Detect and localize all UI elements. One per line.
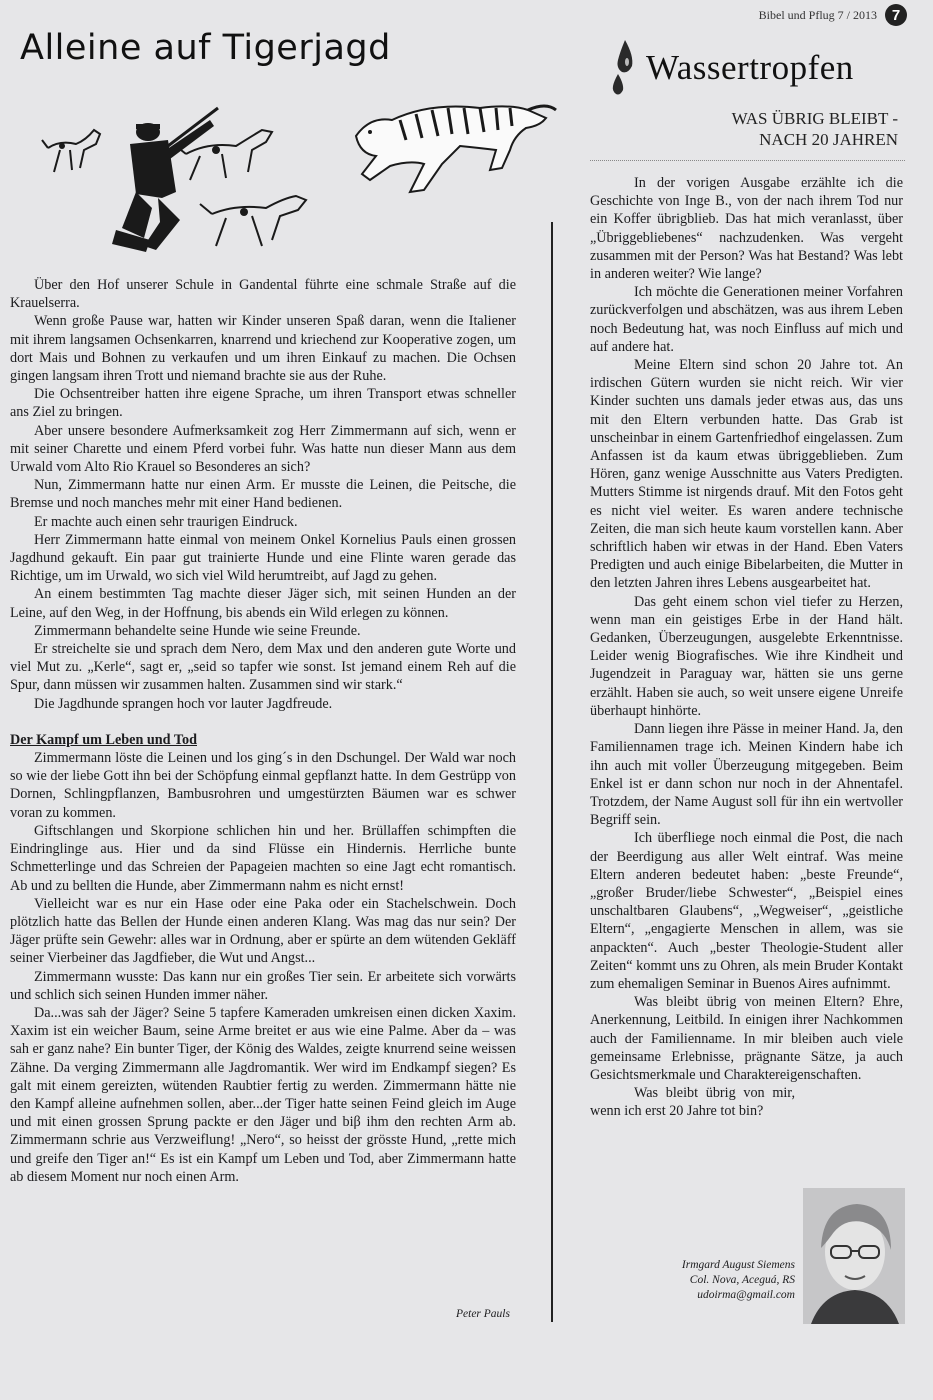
dotted-separator xyxy=(590,160,905,161)
paragraph: An einem bestimmten Tag machte dieser Jäger sich, mit seinen Hunden an der Leine, auf den Weg, in der Hoffnung, bis abends ein Wild erlegen zu können. xyxy=(10,586,516,621)
paragraph: Die Jagdhunde sprangen hoch vor lauter Jagdfreude. xyxy=(34,695,333,712)
paragraph: Zimmermann behandelte seine Hunde wie seine Freunde. xyxy=(34,622,361,639)
tigerjagd-body xyxy=(10,276,516,1186)
paragraph: Er machte auch einen sehr traurigen Eindruck. xyxy=(34,513,298,530)
paragraph: Herr Zimmermann hatte einmal von meinem Onkel Kornelius Pauls einen grossen Jagdhund gekauft. Ein paar gut trainierte Hunde und eine Flinte waren gerade das Richtige, um im Urwald, wo sich viel Wild herumtreibt, auf Jagd zu gehen. xyxy=(10,531,516,585)
paragraph: Wenn große Pause war, hatten wir Kinder unseren Spaß daran, wenn die Italiener mit ihrem langsamen Ochsenkarren, knarrend und kriechend zur Kooperative zogen, um dort Mais und Bohnen zu verkaufen und um ihren Einkauf zu machen. Die Ochsen gingen langsam ihren Trott und niemand brachte sie aus der Ruhe. xyxy=(10,313,516,385)
wassertropfen-paragraphs xyxy=(590,174,903,1084)
subtitle-line-1: WAS ÜBRIG BLEIBT - xyxy=(731,109,898,128)
paragraph: Nun, Zimmermann hatte nur einen Arm. Er musste die Leinen, die Peitsche, die Bremse und noch manches mehr mit einer Hand bedienen. xyxy=(10,477,516,512)
paragraph: Die Ochsentreiber hatten ihre eigene Sprache, um ihren Transport etwas schneller ans Ziel zu bringen. xyxy=(10,386,516,421)
page-header xyxy=(759,4,907,26)
paragraph: Das geht einem schon viel tiefer zu Herzen, wenn man ein geistiges Erbe in der Hand hält. Gedanken, Überzeugungen, ausgelebte Erkenntnisse. Leider wenig Biografisches. Wie ihre Kindheit und Jugendzeit in Paraguay war, hätten sie uns gerne erzählt. Haben sie auch, so weit unsere eigene Unreife überhaupt hinhörte. xyxy=(590,593,903,719)
paragraph: Vielleicht war es nur ein Hase oder eine Paka oder ein Stachelschwein. Doch plötzlich hatte das Bellen der Hunde einen anderen Klang. Was mag das nur sein? Der Jäger prüfte sein Gewehr: alles war in Ordnung, aber er spürte an dem wütenden Gekläff seiner Vierbeiner das Jagdfieber, die Wut und Angst... xyxy=(10,895,516,967)
article-title-tigerjagd: Alleine auf Tigerjagd xyxy=(20,28,391,68)
tigerjagd-part1 xyxy=(10,276,516,713)
paragraph: Giftschlangen und Skorpione schlichen hin und her. Brüllaffen schimpften die Eindringlinge aus. Hier und da sind Flüsse ein Hindernis. Herrliche bunte Schmetterlinge und das Schreien der Papageien machten so eine Jagt echt romantisch. Ab und zu bellten die Hunde, aber Zimmermann nahm es nicht ernst! xyxy=(10,822,516,894)
paragraph: In der vorigen Ausgabe erzählte ich die Geschichte von Inge B., von der nach ihrem Tod nur ein Koffer übrigblieb. Das hat mich veranlasst, über „Übriggebliebenes“ nachzudenken. Was vergeht zusammen mit der Person? Was hat Bestand? Was lebt in anderen weiter? Wie lange? xyxy=(590,175,903,283)
signature-email: udoirma@gmail.com xyxy=(697,1289,795,1301)
tigerjagd-part2 xyxy=(10,749,516,1186)
author-signature xyxy=(640,1258,795,1303)
column-title-wassertropfen: Wassertropfen xyxy=(646,48,854,87)
column-subtitle xyxy=(732,108,898,150)
page-number-badge: 7 xyxy=(885,4,907,26)
water-drops-icon xyxy=(608,36,642,100)
paragraph: Aber unsere besondere Aufmerksamkeit zog Herr Zimmermann auf sich, wenn er mit seiner Charette und einem Pferd vorbei fuhr. Was hatte nun dieser Mann aus dem Urwald vom Alto Rio Krauel so Besonderes an sich? xyxy=(10,422,516,476)
paragraph: Ich überfliege noch einmal die Post, die nach der Beerdigung aus aller Welt eintraf. Was meine Eltern anderen bedeutet haben: „beste Freunde“, „großer Bruder/liebe Schwester“, „Beispiel eines unschaltbaren Glaubens“, „Wegweiser“, „geistliche Eltern“, „engagierte Menschen in allem, was sie anpackten“. Auch „bester Theologie-Student aller Zeiten“ kommt uns zu Ohren, als mein Bruder Kontakt zum ehemaligen Seminar in Buenos Aires aufnimmt. xyxy=(590,830,903,992)
column-divider xyxy=(551,222,553,1322)
subtitle-line-2: NACH 20 JAHREN xyxy=(759,130,898,149)
wassertropfen-body xyxy=(590,174,903,1121)
paragraph: Ich möchte die Generationen meiner Vorfahren zurückverfolgen und abschätzen, was aus ihrem Leben noch Bedeutung hat, was noch Einfluss auf mich und auf andere hat. xyxy=(590,284,903,355)
author-portrait-photo xyxy=(803,1188,905,1324)
hunter-dogs-tiger-illustration xyxy=(40,80,560,275)
paragraph: Zimmermann wusste: Das kann nur ein großes Tier sein. Er arbeitete sich vorwärts und schlich sich seinen Hunden immer näher. xyxy=(10,968,516,1003)
closing-question: Was bleibt übrig von mir, wenn ich erst 20 Jahre tot bin? xyxy=(590,1085,795,1120)
paragraph: Was bleibt übrig von meinen Eltern? Ehre, Anerkennung, Leitbild. In einigen ihrer Nachkommen auch der Familienname. In mir bleiben auch viele gemeinsame Erlebnisse, prägnante Sätze, ja auch Gesichtsmerkmale und Charaktereigenschaften. xyxy=(590,994,903,1083)
section-heading-kampf: Der Kampf um Leben und Tod xyxy=(10,731,197,748)
signature-name: Irmgard August Siemens xyxy=(681,1259,795,1271)
paragraph: Er streichelte sie und sprach dem Nero, dem Max und den anderen gute Worte und viel Mut zu. „Kerle“, sagt er, „seid so tapfer wie sonst. Ist jemand einem Reh auf die Spur, dann müssen wir zusammen halten. Zusammen sind wir stark.“ xyxy=(10,641,516,694)
column-title-wrap xyxy=(608,36,854,100)
paragraph: Über den Hof unserer Schule in Gandental führte eine schmale Straße auf die Krauelserra. xyxy=(10,277,516,312)
publication-label: Bibel und Pflug 7 / 2013 xyxy=(758,7,877,22)
paragraph: Meine Eltern sind schon 20 Jahre tot. An irdischen Gütern wurden sie nicht reich. Wir vier Kinder suchten uns damals jeder etwas aus, das uns mit den Eltern verbunden hatte. Das Grab ist unscheinbar in einem Gartenfriedhof eingelassen. Zum Anfassen ist da kaum etwas übriggeblieben. Zum Hören, ganz wenige Ausschnitte aus Vaters Predigten. Mutters Stimme ist nirgends drauf. Mit den Fotos geht es nicht viel weiter. Es waren andere technische Zeiten, die man sich heute kaum vorstellen kann. Aber schriftlich haben wir etwas in der Hand. Eben Vaters Predigten und auch einige Bibelarbeiten, die Mutter in den letzten Jahren ihres Lebens ausgearbeitet hat. xyxy=(590,357,903,592)
author-peter-pauls: Peter Pauls xyxy=(456,1308,510,1320)
signature-place: Col. Nova, Aceguá, RS xyxy=(689,1274,795,1286)
paragraph: Da...was sah der Jäger? Seine 5 tapfere Kameraden umkreisen einen dicken Xaxim. Xaxim ist ein weicher Baum, seine Arme breitet er aus wie eine Palme. Aber da – was sah er ganz nahe? Ein bunter Tiger, der König des Waldes, zeigte knurrend seine weissen Zähne. Da verging Zimmermann alle Jagdromantik. Wer wird im Endkampf siegen? Es galt mit einem gereizten, wütenden Raubtier fertig zu werden. Zimmermann hätte nie den Kampf alleine aufnehmen sollen, aber...der Tiger hatte seinen Feind gleich im Auge und mit einen grossen Sprung packte er den Jäger und biβ ihm den rechten Arm ab. Zimmermann schrie aus Verzweiflung! „Nero“, so heisst der grösste Hund, „rette mich und greife den Tiger an!“ Es ist ein Kampf um Leben und Tod, aber Zimmermann hatte ab diesem Moment nur noch einen Arm. xyxy=(10,1004,516,1185)
paragraph: Dann liegen ihre Pässe in meiner Hand. Ja, den Familiennamen trage ich. Meinen Kindern habe ich ihn auch mit voller Überzeugung mitgegeben. Beim Enkel ist er dann schon nur noch in der Ahnentafel. Trotzdem, der Name August soll für ihn ein wertvoller Begriff sein. xyxy=(590,721,903,829)
paragraph: Zimmermann löste die Leinen und los ging´s in den Dschungel. Der Wald war noch so wie der liebe Gott ihn bei der Schöpfung einmal gepflanzt hatte. In dem Gestrüpp von Dornen, Schlingpflanzen, Bambusrohren und umgestürzten Bäumen war es schwer voran zu kommen. xyxy=(10,750,516,821)
